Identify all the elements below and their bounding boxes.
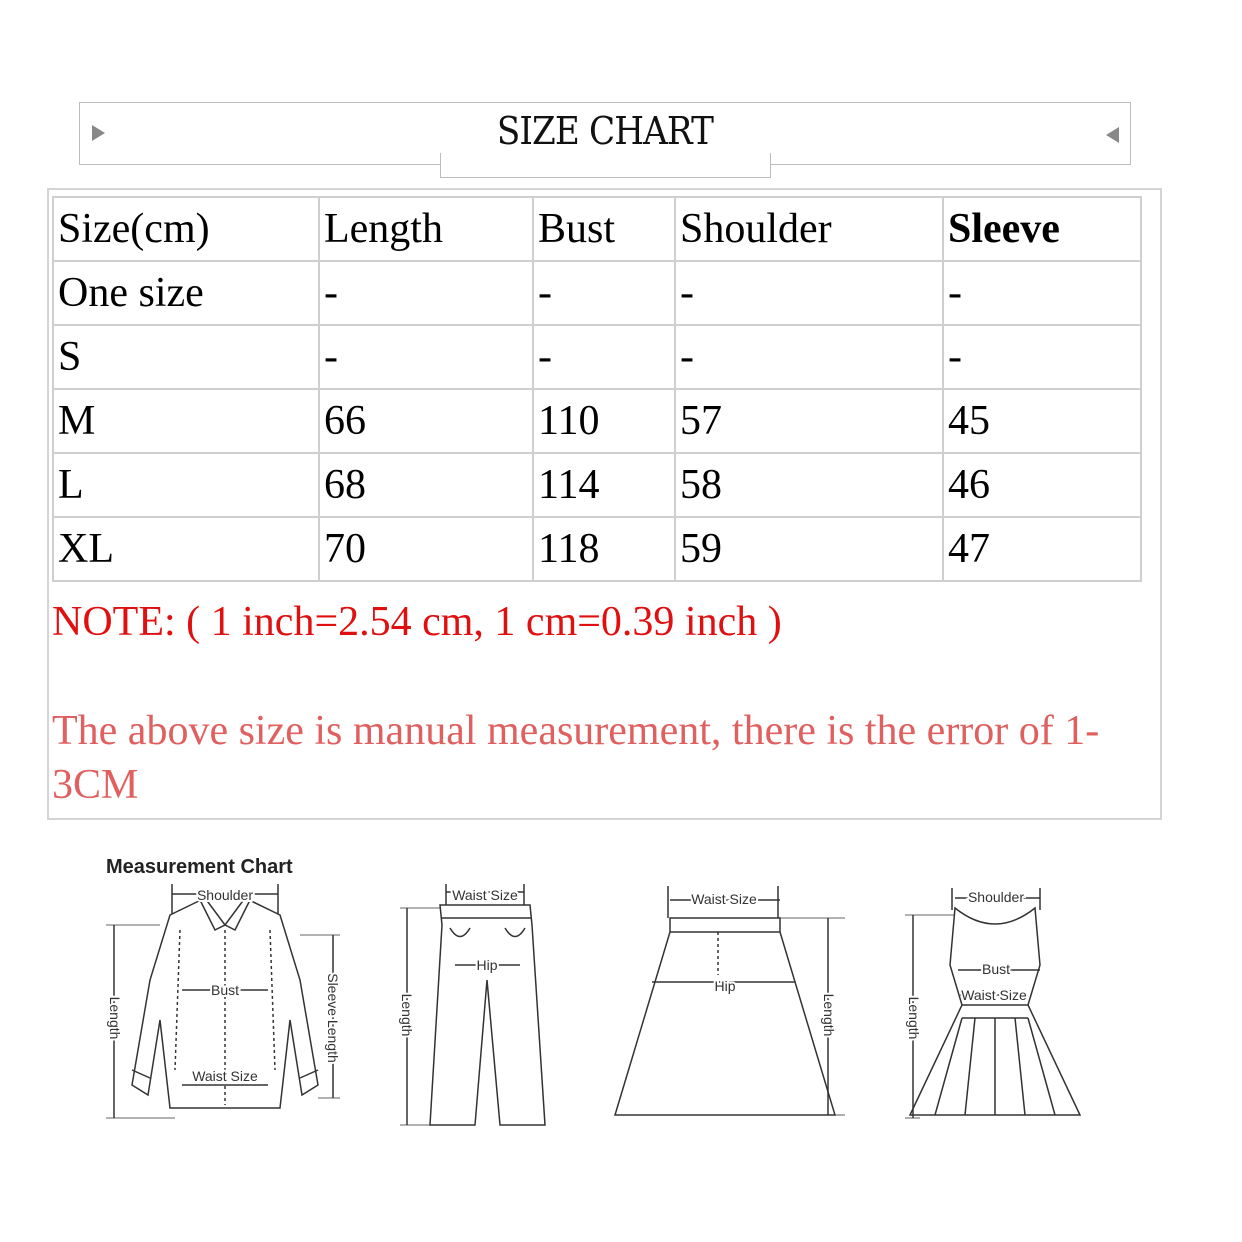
shirt-shoulder-label: Shoulder <box>196 887 254 903</box>
table-row <box>53 517 1141 581</box>
shirt-bust-label: Bust <box>210 982 240 998</box>
pants-waist-label: Waist Size <box>452 887 518 903</box>
dress-bust-label: Bust <box>981 961 1011 977</box>
cell-sleeve: 47 <box>943 517 1141 581</box>
cell-bust: - <box>533 261 675 325</box>
cell-bust: 110 <box>533 389 675 453</box>
cell-bust: 114 <box>533 453 675 517</box>
cell-sleeve: - <box>943 325 1141 389</box>
cell-length: 66 <box>319 389 533 453</box>
arrow-left-icon <box>1106 127 1119 143</box>
cell-length: - <box>319 325 533 389</box>
cell-size: S <box>53 325 319 389</box>
table-row <box>53 261 1141 325</box>
shirt-waist-label: Waist Size <box>192 1068 258 1084</box>
pants-illustration <box>400 884 545 1125</box>
table-row <box>53 325 1141 389</box>
cell-length: - <box>319 261 533 325</box>
header-length: Length <box>319 197 533 261</box>
conversion-note: NOTE: ( 1 inch=2.54 cm, 1 cm=0.39 inch ) <box>52 599 782 645</box>
cell-length: 68 <box>319 453 533 517</box>
cell-shoulder: 59 <box>675 517 943 581</box>
banner-title: SIZE CHART <box>496 109 714 153</box>
measurement-chart-title: Measurement Chart <box>106 856 293 878</box>
cell-shoulder: 58 <box>675 453 943 517</box>
cell-size: One size <box>53 261 319 325</box>
dress-length-label: Length <box>906 996 922 1040</box>
skirt-hip-label: Hip <box>714 978 736 994</box>
header-shoulder: Shoulder <box>675 197 943 261</box>
dress-shoulder-label: Shoulder <box>967 889 1025 905</box>
header-bust: Bust <box>533 197 675 261</box>
cell-sleeve: 45 <box>943 389 1141 453</box>
header-size: Size(cm) <box>53 197 319 261</box>
cell-shoulder: - <box>675 325 943 389</box>
skirt-waist-label: Waist Size <box>691 891 757 907</box>
skirt-length-label: Length <box>821 993 837 1037</box>
cell-size: XL <box>53 517 319 581</box>
arrow-right-icon <box>92 125 105 141</box>
dress-waist-label: Waist Size <box>961 987 1027 1003</box>
cell-length: 70 <box>319 517 533 581</box>
cell-sleeve: - <box>943 261 1141 325</box>
pants-hip-label: Hip <box>476 957 498 973</box>
skirt-illustration <box>615 886 845 1115</box>
cell-size: M <box>53 389 319 453</box>
measurement-disclaimer: The above size is manual measurement, there is the error of 1-3CM <box>52 708 1100 808</box>
cell-bust: - <box>533 325 675 389</box>
measurement-illustrations <box>0 870 1242 1170</box>
cell-bust: 118 <box>533 517 675 581</box>
cell-shoulder: 57 <box>675 389 943 453</box>
size-table <box>52 196 1142 582</box>
table-row <box>53 389 1141 453</box>
banner-tab-decoration <box>440 153 771 178</box>
shirt-sleeve-length-label: Sleeve Length <box>325 973 341 1063</box>
dress-illustration <box>905 888 1080 1118</box>
cell-shoulder: - <box>675 261 943 325</box>
header-sleeve: Sleeve <box>943 197 1141 261</box>
cell-size: L <box>53 453 319 517</box>
table-header-row <box>53 197 1141 261</box>
cell-sleeve: 46 <box>943 453 1141 517</box>
shirt-length-label: Length <box>107 996 123 1040</box>
table-row <box>53 453 1141 517</box>
pants-length-label: Length <box>399 993 415 1037</box>
